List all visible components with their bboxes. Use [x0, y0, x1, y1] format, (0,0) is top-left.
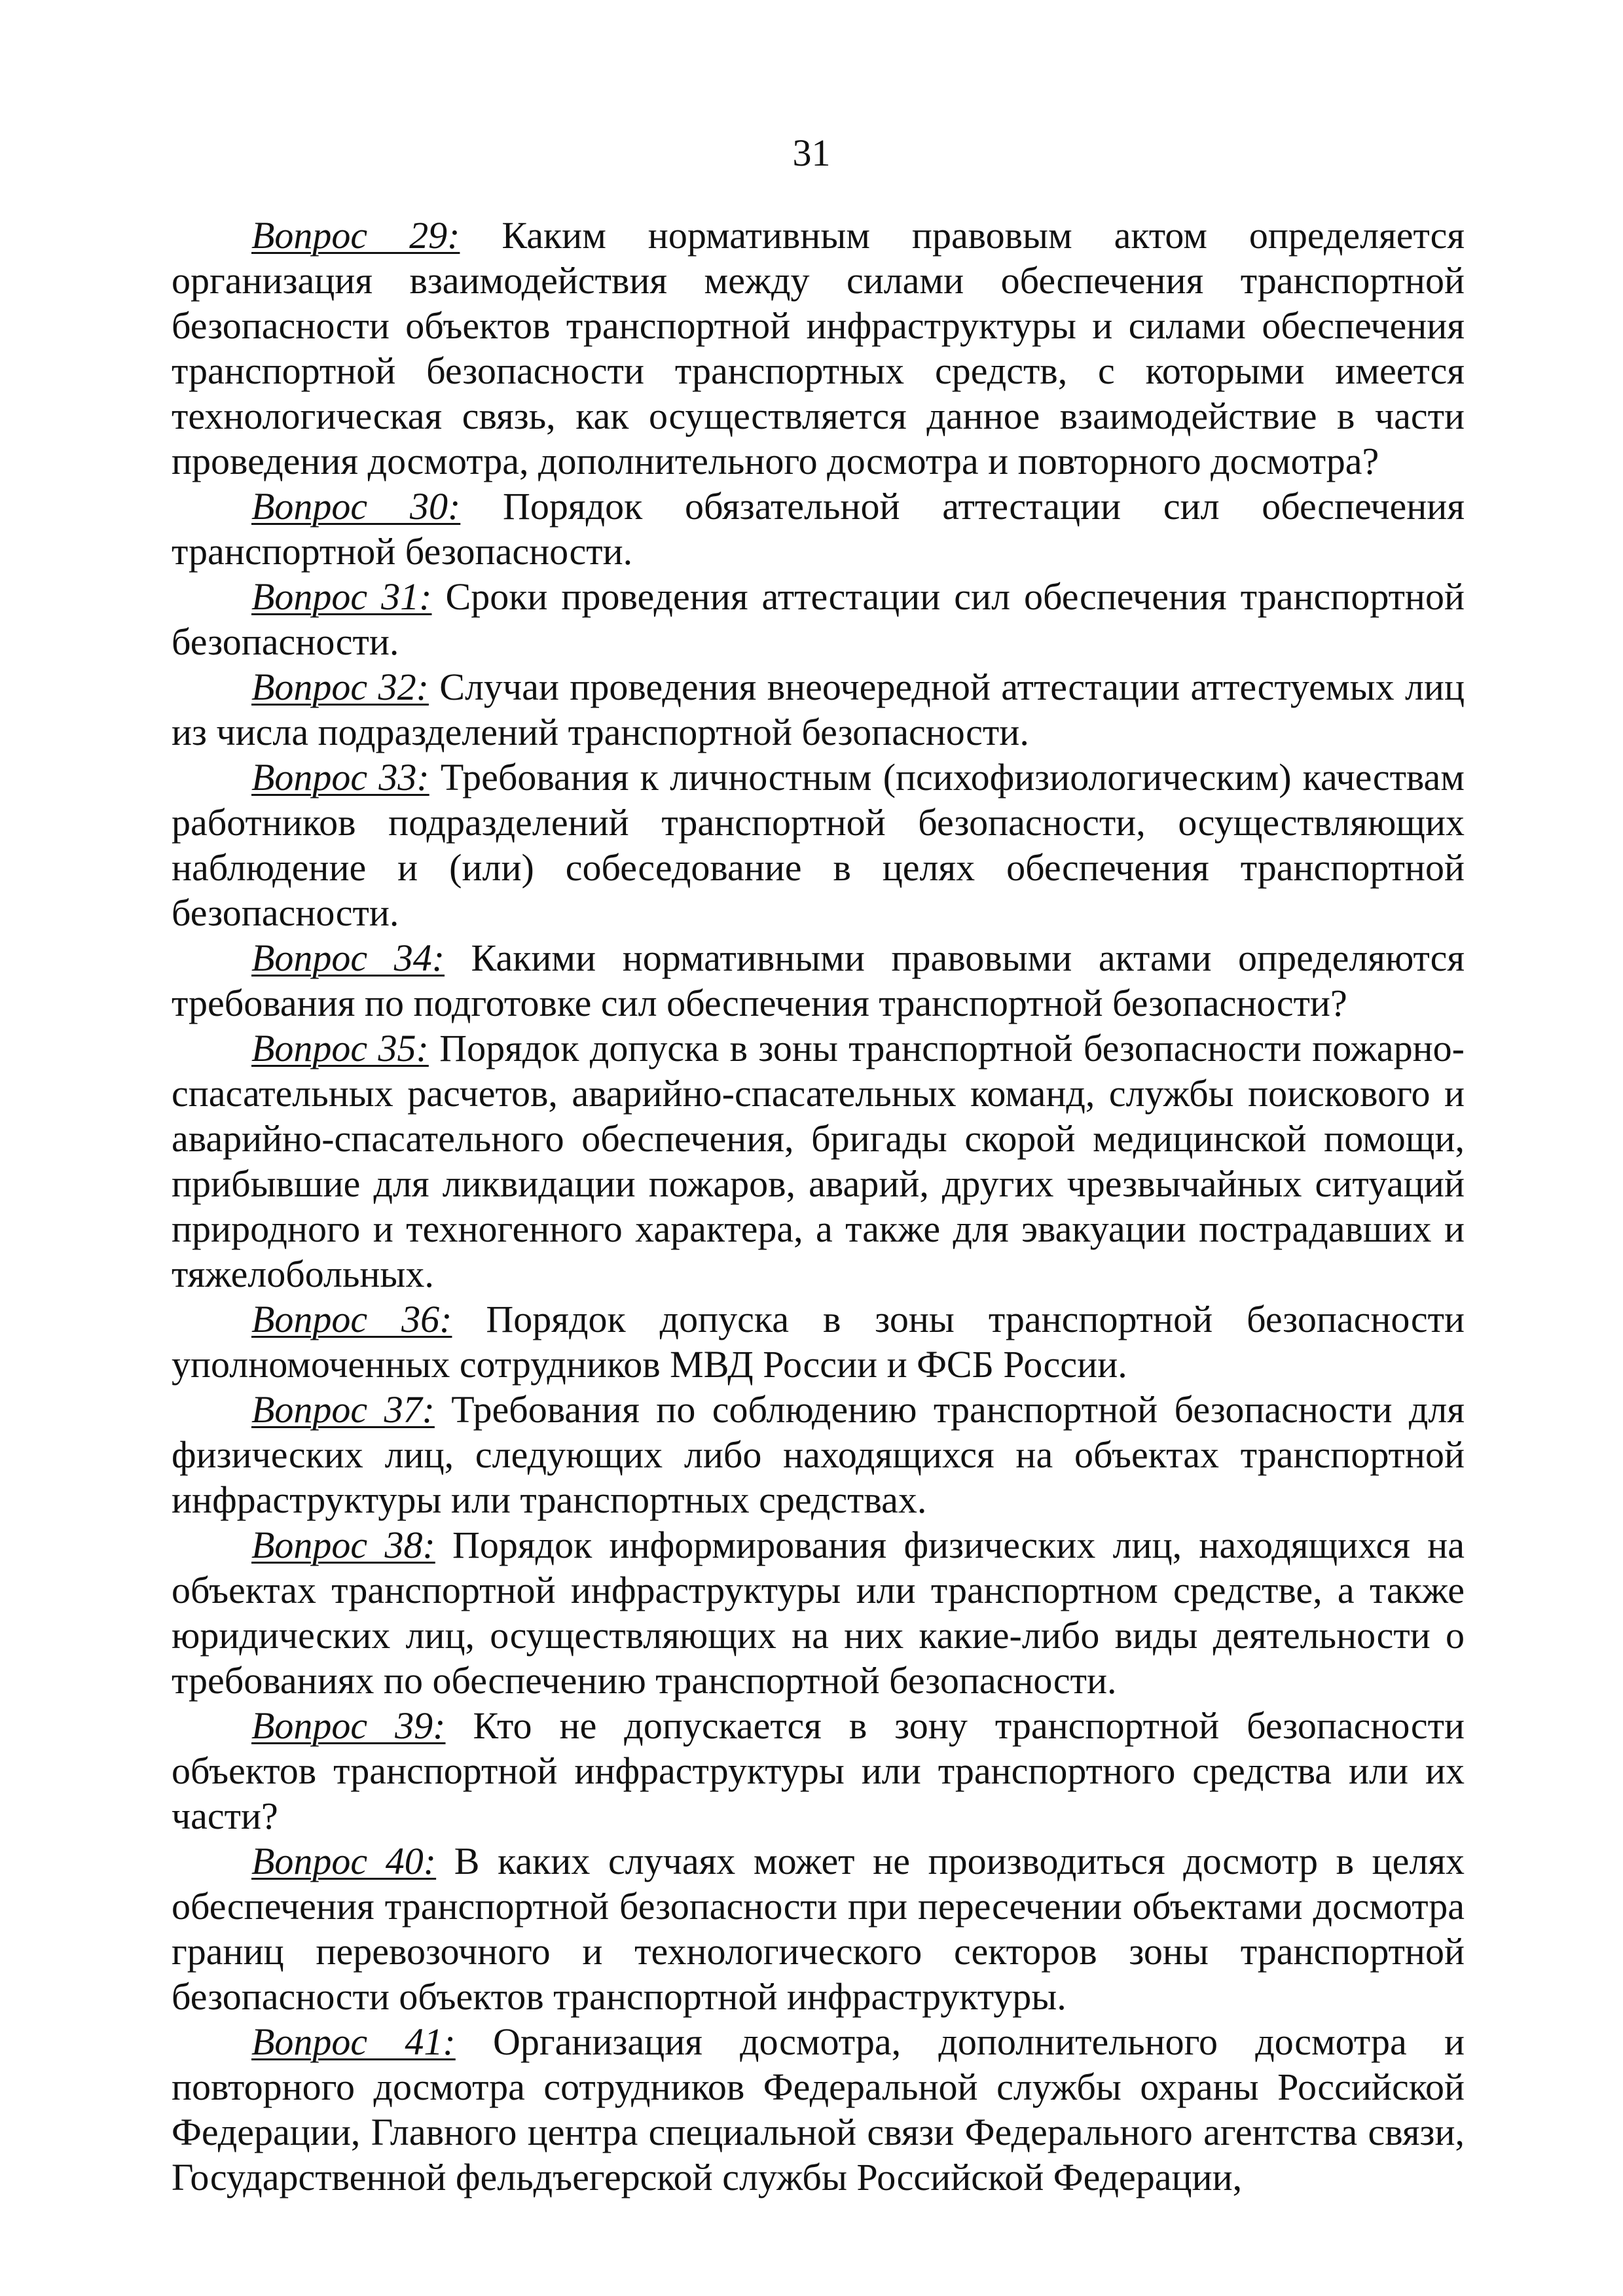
- question-31: [172, 574, 1465, 664]
- question-37: [172, 1387, 1465, 1522]
- question-text: Порядок информирования физических лиц, находящихся на объектах транспортной инфраструктуры или транспортном средстве, а также юридических лиц, осуществляющих на них какие-либо виды деятельности о требованиях по обеспечению транспортной безопасности.: [172, 1524, 1465, 1702]
- question-41: [172, 2019, 1465, 2200]
- question-35: [172, 1026, 1465, 1297]
- question-text: Организация досмотра, дополнительного досмотра и повторного досмотра сотрудников Федеральной службы охраны Российской Федерации, Главного центра специальной связи Федерального агентства связи, Государственной фельдъегерской службы Российской Федерации,: [172, 2020, 1465, 2198]
- question-label: Вопрос 29:: [251, 214, 460, 257]
- question-40: [172, 1839, 1465, 2019]
- question-label: Вопрос 40:: [251, 1840, 437, 1882]
- question-text: Каким нормативным правовым актом определяется организация взаимодействия между силами обеспечения транспортной безопасности объектов транспортной инфраструктуры и силами обеспечения транспортной безопасности транспортных средств, с которыми имеется технологическая связь, как осуществляется данное взаимодействие в части проведения досмотра, дополнительного досмотра и повторного досмотра?: [172, 214, 1465, 482]
- question-label: Вопрос 32:: [251, 666, 429, 708]
- question-text: Какими нормативными правовыми актами определяются требования по подготовке сил обеспечения транспортной безопасности?: [172, 937, 1465, 1024]
- question-text: Сроки проведения аттестации сил обеспечения транспортной безопасности.: [172, 575, 1465, 663]
- question-text: Случаи проведения внеочередной аттестации аттестуемых лиц из числа подразделений транспортной безопасности.: [172, 666, 1465, 753]
- question-36: [172, 1297, 1465, 1387]
- questions-list: [172, 213, 1465, 2200]
- question-38: [172, 1522, 1465, 1703]
- question-text: Порядок обязательной аттестации сил обеспечения транспортной безопасности.: [172, 485, 1465, 573]
- question-32: [172, 664, 1465, 755]
- question-30: [172, 484, 1465, 574]
- question-text: Кто не допускается в зону транспортной безопасности объектов транспортной инфраструктуры или транспортного средства или их части?: [172, 1704, 1465, 1837]
- question-label: Вопрос 33:: [251, 756, 429, 798]
- question-34: [172, 935, 1465, 1026]
- question-label: Вопрос 38:: [251, 1524, 435, 1566]
- question-text: В каких случаях может не производиться досмотр в целях обеспечения транспортной безопасности при пересечении объектами досмотра границ перевозочного и технологического секторов зоны транспортной безопасности объектов транспортной инфраструктуры.: [172, 1840, 1465, 2018]
- question-label: Вопрос 39:: [251, 1704, 446, 1747]
- question-text: Порядок допуска в зоны транспортной безопасности пожарно-спасательных расчетов, аварийно-спасательных команд, службы поискового и аварийно-спасательного обеспечения, бригады скорой медицинской помощи, прибывшие для ликвидации пожаров, аварий, других чрезвычайных ситуаций природного и техногенного характера, а также для эвакуации пострадавших и тяжелобольных.: [172, 1027, 1465, 1295]
- question-39: [172, 1703, 1465, 1839]
- question-label: Вопрос 37:: [251, 1388, 435, 1431]
- question-label: Вопрос 31:: [251, 575, 432, 618]
- question-text: Требования по соблюдению транспортной безопасности для физических лиц, следующих либо находящихся на объектах транспортной инфраструктуры или транспортных средствах.: [172, 1388, 1465, 1521]
- question-text: Порядок допуска в зоны транспортной безопасности уполномоченных сотрудников МВД России и ФСБ России.: [172, 1298, 1465, 1386]
- question-label: Вопрос 41:: [251, 2020, 456, 2063]
- question-label: Вопрос 36:: [251, 1298, 452, 1340]
- question-33: [172, 755, 1465, 935]
- question-29: [172, 213, 1465, 484]
- page-number: 31: [792, 132, 831, 174]
- question-label: Вопрос 35:: [251, 1027, 429, 1069]
- question-label: Вопрос 30:: [251, 485, 461, 528]
- question-text: Требования к личностным (психофизиологическим) качествам работников подразделений транспортной безопасности, осуществляющих наблюдение и (или) собеседование в целях обеспечения транспортной безопасности.: [172, 756, 1465, 934]
- question-label: Вопрос 34:: [251, 937, 445, 979]
